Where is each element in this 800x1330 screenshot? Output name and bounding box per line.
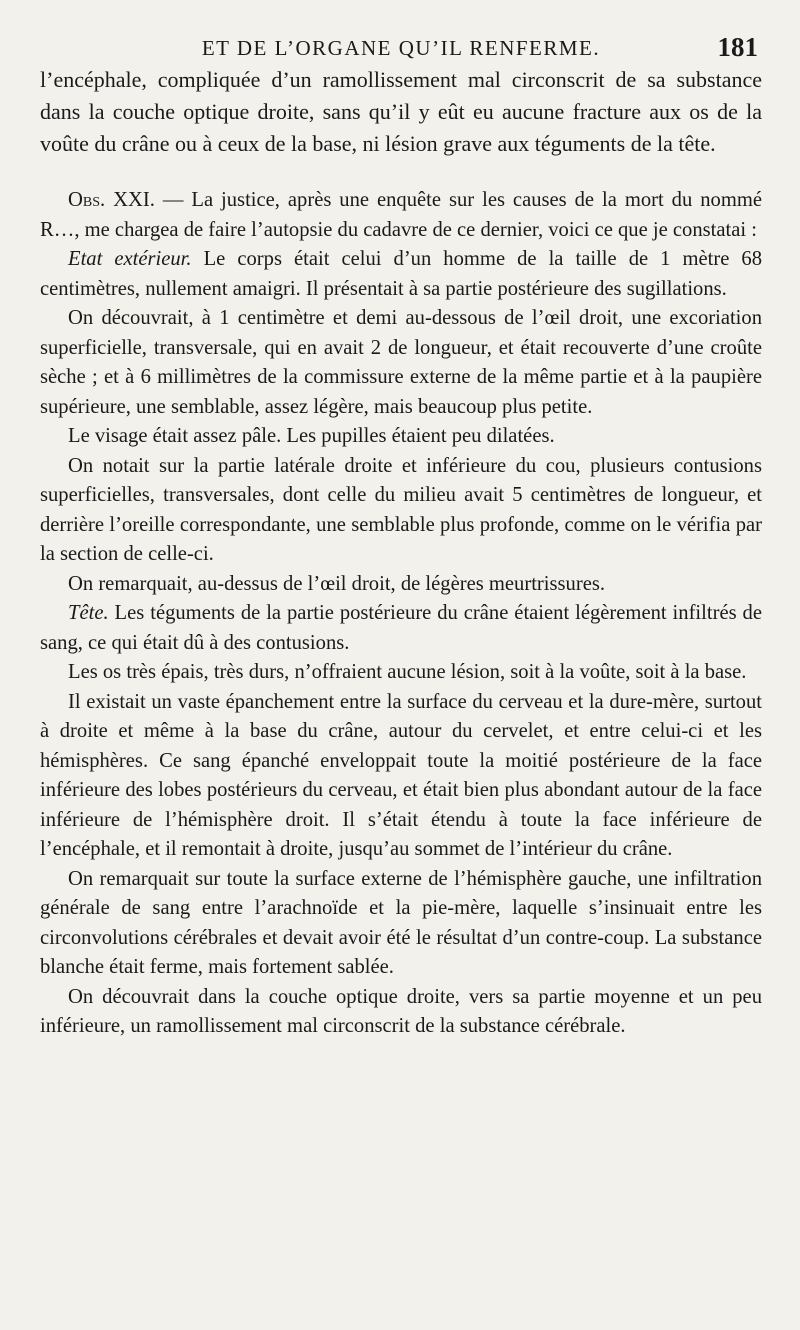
paragraph: On remarquait, au-dessus de l’œil droit, de légères meurtrissures. [68,572,605,595]
page-number: 181 [717,32,758,62]
paragraph: On découvrait, à 1 centimètre et demi au-dessous de l’œil droit, une excoriation superficielle, transversale, qui en avait 2 de longueur, et était recouverte d’une croûte sèche ; et à 6 millimètres de la commissure externe de la même partie et à la paupière supérieure, une semblable, assez légère, mais beaucoup plus petite. [40,307,762,418]
section-label-exterior: Etat extérieur. [68,248,192,270]
running-title: ET DE L’ORGANE QU’IL RENFERME. [201,36,601,60]
page-header [40,30,762,64]
paragraph-exterior: Etat extérieur. Le corps était celui d’un homme de la taille de 1 mètre 68 centimètres, nullement amaigri. Il présentait à sa partie postérieure des sugillations. [40,248,762,300]
paragraph-observation: Obs. XXI. — La justice, après une enquête sur les causes de la mort du nommé R…, me chargea de faire l’autopsie du cadavre de ce dernier, voici ce que je constatai : [40,189,762,241]
section-label-head: Tête. [68,602,109,624]
body-text [40,64,762,1042]
paragraph-head: Tête. Les téguments de la partie postérieure du crâne étaient légèrement infiltrés de sang, ce qui était dû à des contusions. [40,602,762,654]
paragraph: Le visage était assez pâle. Les pupilles étaient peu dilatées. [68,425,555,447]
paragraph: On notait sur la partie latérale droite et inférieure du cou, plusieurs contusions superficielles, transversales, dont celle du milieu avait 5 centimètres de longueur, et derrière l’oreille correspondante, une semblable plus profonde, comme on le vérifia par la section de celle-ci. [40,454,762,565]
paragraph: On remarquait sur toute la surface externe de l’hémisphère gauche, une infiltration générale de sang entre l’arachnoïde et la pie-mère, laquelle s’insinuait entre les circonvolutions cérébrales et devait avoir été le résultat d’un contre-coup. La substance blanche était ferme, mais fortement sablée. [40,867,762,978]
paragraph: Il existait un vaste épanchement entre la surface du cerveau et la dure-mère, surtout à droite et même à la base du crâne, autour du cervelet, et entre celui-ci et les hémisphères. Ce sang épanché enveloppait toute la moitié postérieure de la face inférieure des lobes postérieurs du cerveau, et était bien plus abondant autour de la face inférieure de l’hémisphère droit. Il s’était étendu à toute la face inférieure de l’encéphale, et il remontait à droite, jusqu’au sommet de l’intérieur du crâne. [40,690,762,860]
paragraph: Les os très épais, très durs, n’offraient aucune lésion, soit à la voûte, soit à la base. [68,661,747,683]
observation-label: Obs. XXI. [68,189,155,211]
paragraph: On découvrait dans la couche optique droite, vers sa partie moyenne et un peu inférieure, un ramollissement mal circonscrit de la substance cérébrale. [40,985,762,1037]
paragraph-continued: l’encéphale, compliquée d’un ramollissement mal circonscrit de sa substance dans la couche optique droite, sans qu’il y eût eu aucune fracture aux os de la voûte du crâne ou à ceux de la base, ni lésion grave aux téguments de la tête. [40,67,762,156]
